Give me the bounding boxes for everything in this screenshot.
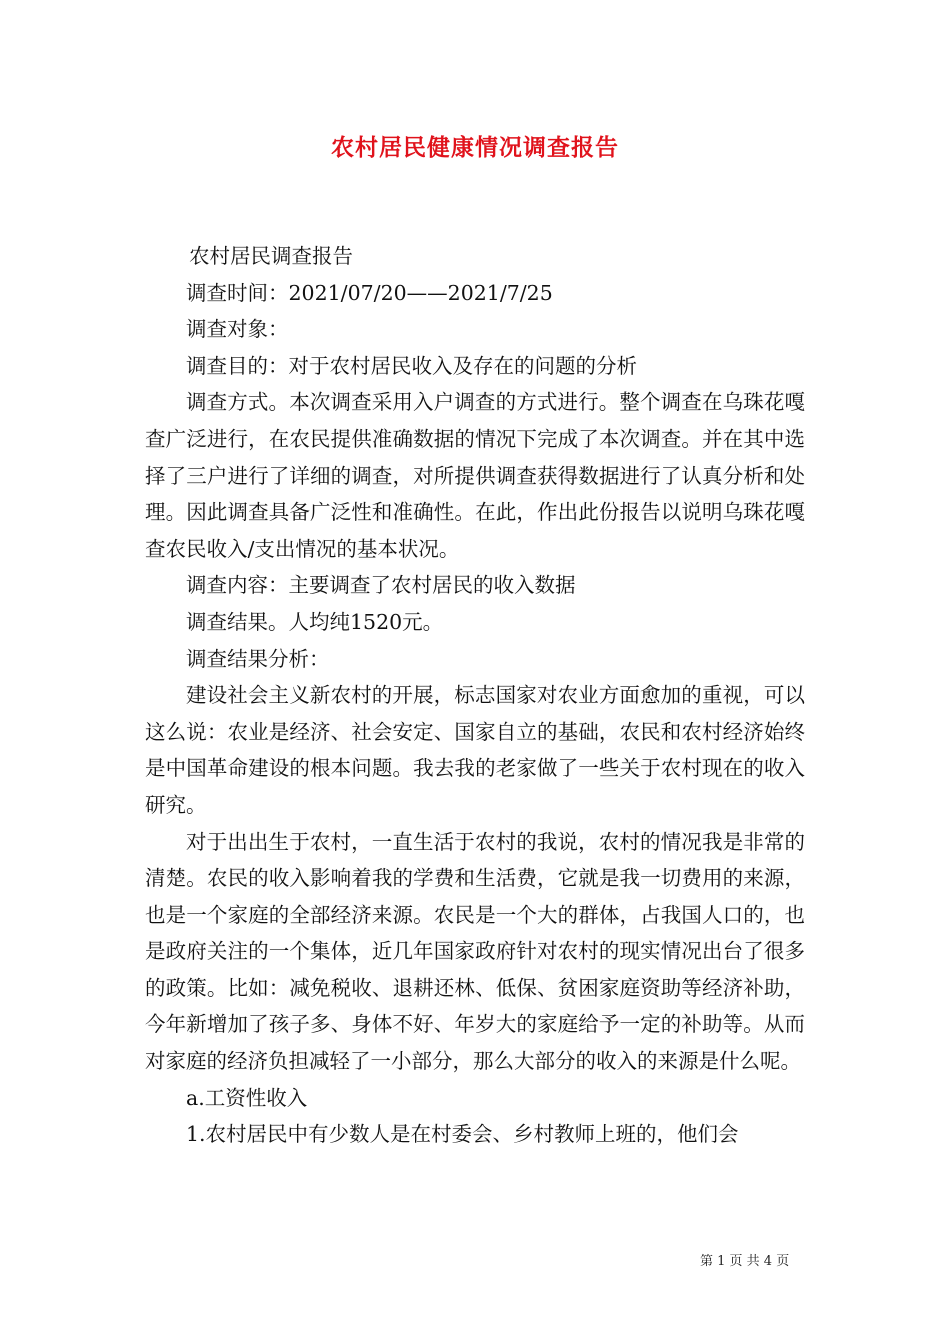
paragraph-survey-method: 调查方式。本次调查采用入户调查的方式进行。整个调查在乌珠花嘎查广泛进行，在农民提供准确数据的情况下完成了本次调查。并在其中选择了三户进行了详细的调查，对所提供调查获得数据进行了认真分析和处理。因此调查具备广泛性和准确性。在此，作出此份报告以说明乌珠花嘎查农民收入/支出情况的基本状况。 [145, 390, 805, 561]
page-number: 第 1 页 共 4 页 [700, 1254, 790, 1269]
paragraph-wage-income-1: 1.农村居民中有少数人是在村委会、乡村教师上班的，他们会 [186, 1122, 739, 1147]
paragraph-survey-target: 调查对象： [186, 317, 289, 342]
paragraph-survey-purpose: 调查目的：对于农村居民收入及存在的问题的分析 [186, 353, 637, 378]
paragraph-subtitle: 农村居民调查报告 [189, 244, 353, 268]
paragraph-survey-content: 调查内容：主要调查了农村居民的收入数据 [186, 573, 576, 598]
paragraph-survey-result: 调查结果。人均纯1520元。 [186, 609, 444, 634]
paragraph-analysis-2: 对于出出生于农村，一直生活于农村的我说，农村的情况我是非常的清楚。农民的收入影响着我的学费和生活费，它就是我一切费用的来源，也是一个家庭的全部经济来源。农民是一个大的群体，占我国人口的，也是政府关注的一个集体，近几年国家政府针对农村的现实情况出台了很多的政策。比如：减免税收、退耕还林、低保、贫困家庭资助等经济补助，今年新增加了孩子多、身体不好、年岁大的家庭给予一定的补助等。从而对家庭的经济负担减轻了一小部分，那么大部分的收入的来源是什么呢。 [145, 829, 805, 1074]
paragraph-result-analysis-heading: 调查结果分析： [186, 646, 330, 671]
document-title: 农村居民健康情况调查报告 [331, 134, 619, 161]
paragraph-survey-time: 调查时间：2021/07/20——2021/7/25 [186, 280, 553, 305]
paragraph-analysis-1: 建设社会主义新农村的开展，标志国家对农业方面愈加的重视，可以这么说：农业是经济、社会安定、国家自立的基础，农民和农村经济始终是中国革命建设的根本问题。我去我的老家做了一些关于农村现在的收入研究。 [145, 683, 805, 817]
paragraph-wage-income-heading: a.工资性收入 [186, 1085, 308, 1110]
document-body [145, 238, 805, 1153]
